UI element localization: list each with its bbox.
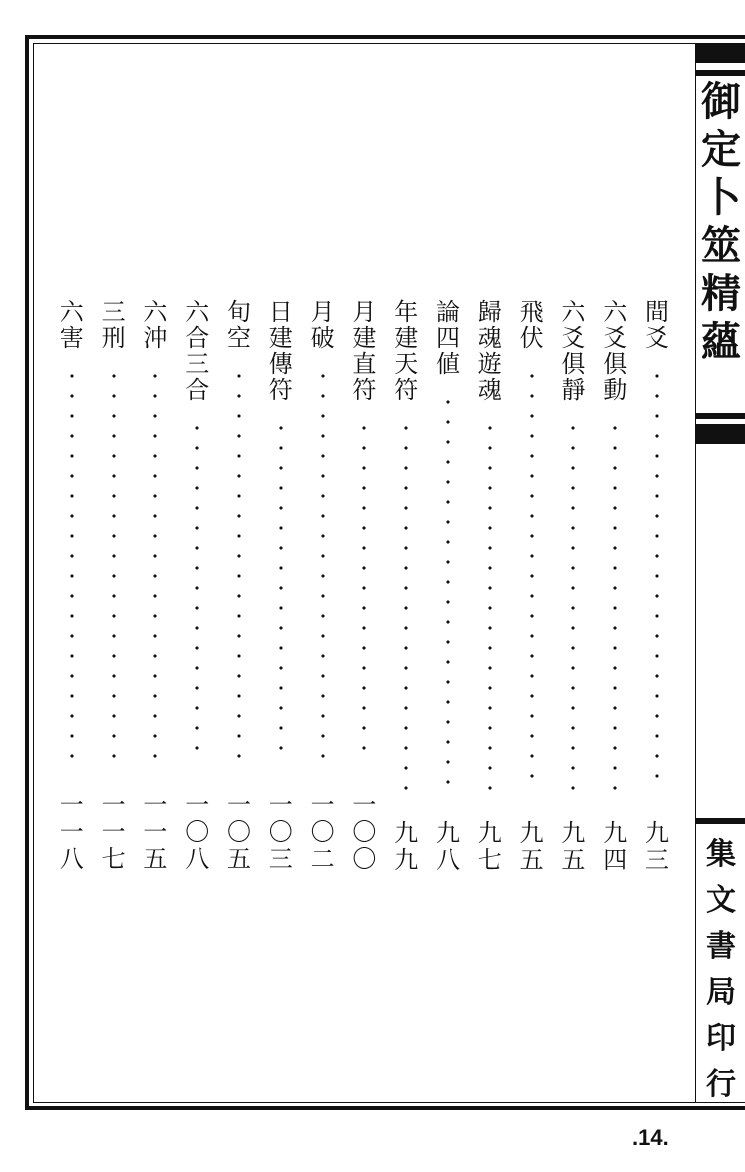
dot-leader <box>111 366 117 766</box>
dot-leader <box>403 418 409 794</box>
toc-entry-page: 一 一 八 <box>59 791 84 873</box>
toc-entry-title: 六 沖 <box>143 298 168 352</box>
dot-leader <box>194 418 200 766</box>
dot-leader <box>487 418 493 794</box>
toc-entry-title: 論 四 値 <box>436 298 460 378</box>
spine-divider <box>695 43 696 1103</box>
toc-entry-page: 九 八 <box>436 819 460 874</box>
spine-band-low <box>695 818 745 824</box>
toc-entry <box>515 298 549 874</box>
dot-leader <box>320 366 326 766</box>
toc-entry-title: 歸 魂 遊 魂 <box>477 298 502 404</box>
dot-leader <box>236 366 242 766</box>
toc-entry-page: 一 〇 〇 <box>352 791 377 873</box>
toc-entry-page: 一 〇 八 <box>185 791 210 873</box>
dot-leader <box>612 418 618 794</box>
toc-entry-page: 九 九 <box>394 819 419 874</box>
dot-leader <box>654 366 660 794</box>
toc-entry-title: 間 爻 <box>645 298 669 352</box>
dot-leader <box>69 366 75 766</box>
toc-entry-page: 一 一 五 <box>143 791 168 873</box>
page-number: .14. <box>632 1125 669 1150</box>
toc-entry <box>640 298 674 874</box>
toc-entry-page: 九 四 <box>603 819 628 874</box>
spine-band-mid <box>695 424 745 444</box>
toc-entry <box>97 298 131 873</box>
dot-leader <box>445 392 451 794</box>
toc-entry-title: 日 建 傳 符 <box>268 298 293 404</box>
toc-entry <box>598 298 632 874</box>
toc-entry-page: 九 三 <box>645 819 669 874</box>
toc-entry-title: 三 刑 <box>101 298 126 352</box>
dot-leader <box>152 366 158 766</box>
toc-entry-page: 一 一 七 <box>101 791 126 873</box>
spine-band-top <box>695 43 745 63</box>
toc-entry-title: 六 合 三 合 <box>185 298 210 404</box>
toc-entry <box>55 298 89 873</box>
dot-leader <box>278 418 284 766</box>
toc-entry <box>180 298 214 873</box>
toc-entry-title: 月 建 直 符 <box>352 298 377 404</box>
toc-entry-page: 一 〇 五 <box>227 791 251 873</box>
toc-entry <box>556 298 590 874</box>
dot-leader <box>529 366 535 794</box>
toc-entry <box>431 298 465 874</box>
toc-entry <box>138 298 172 873</box>
book-title: 御 定 卜 筮 精 蘊 <box>701 78 741 365</box>
dot-leader <box>361 418 367 766</box>
toc-entry-title: 旬 空 <box>227 298 251 352</box>
toc-entry-title: 六 爻 俱 動 <box>603 298 628 404</box>
toc-entry-title: 六 害 <box>59 298 84 352</box>
toc-entry <box>222 298 256 873</box>
toc-entry-title: 飛 伏 <box>519 298 544 352</box>
toc-entry <box>347 298 381 873</box>
toc-entry-page: 一 〇 二 <box>310 791 335 873</box>
dot-leader <box>570 418 576 794</box>
toc-entry <box>389 298 423 874</box>
spine-band-mid-thin <box>695 413 745 419</box>
toc-entry-page: 九 五 <box>519 819 544 874</box>
toc-entry <box>473 298 507 874</box>
toc-entry-title: 月 破 <box>310 298 335 352</box>
toc-entry <box>306 298 340 873</box>
toc-entry-page: 一 〇 三 <box>268 791 293 873</box>
publisher-name: 集 文 書 局 印 行 <box>706 837 736 1102</box>
toc-entry-title: 年 建 天 符 <box>394 298 419 404</box>
spine-band-top-thin <box>695 70 745 76</box>
toc-entry-title: 六 爻 俱 靜 <box>561 298 586 404</box>
toc-entry-page: 九 五 <box>561 819 586 874</box>
toc-entry <box>264 298 298 873</box>
toc-entry-page: 九 七 <box>477 819 502 874</box>
